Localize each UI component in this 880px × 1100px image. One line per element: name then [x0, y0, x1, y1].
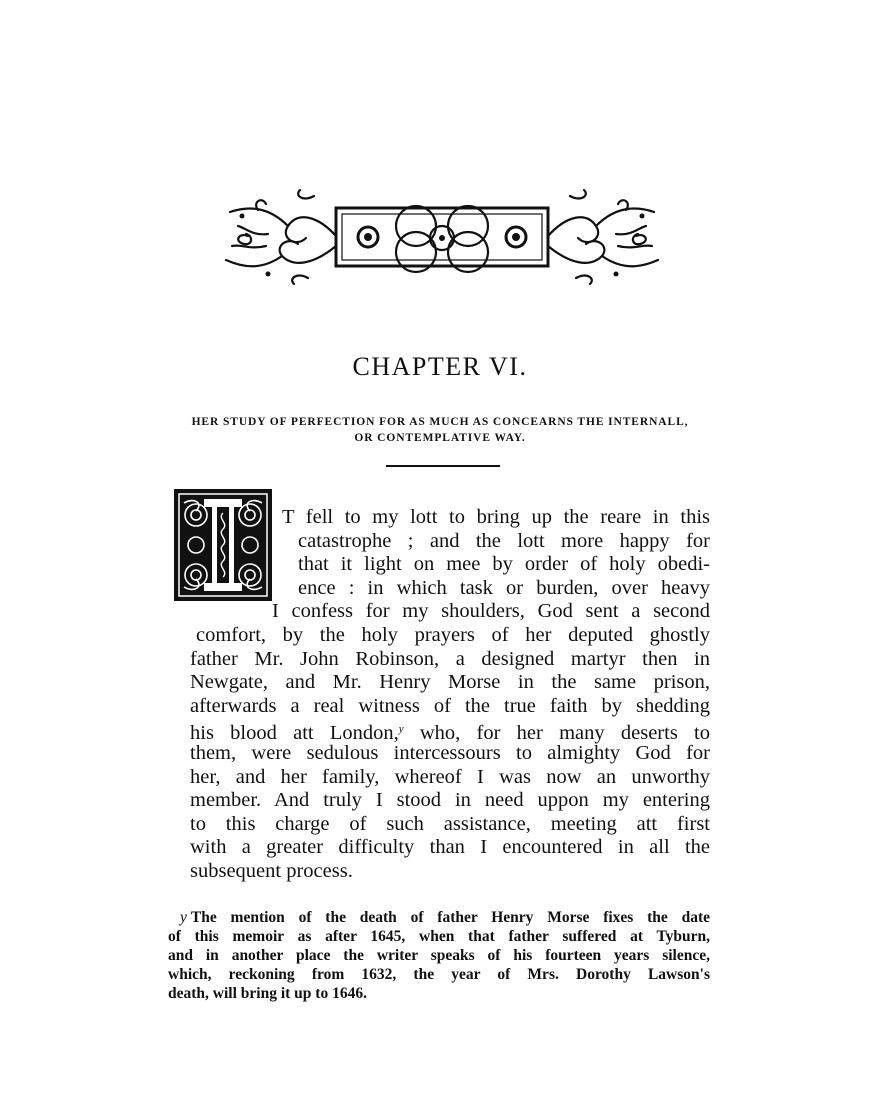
footnote-mark: y: [180, 909, 187, 926]
body-line-with-footnote: [190, 718, 710, 745]
chapter-body-text: [190, 506, 710, 884]
body-line: that it light on mee by order of holy obedi-: [298, 553, 710, 576]
body-line-part: his blood att London,: [190, 722, 399, 745]
footnote-line: [168, 908, 710, 927]
section-divider-rule: [386, 465, 500, 467]
chapter-subtitle-line: HER STUDY OF PERFECTION FOR AS MUCH AS CONCEARNS THE INTERNALL,: [191, 416, 689, 428]
body-line: with a greater difficulty than I encountered in all the: [190, 836, 710, 859]
body-line: I confess for my shoulders, God sent a second: [272, 600, 710, 623]
body-line: afterwards a real witness of the true faith by shedding: [190, 694, 710, 717]
footnote-line: which, reckoning from 1632, the year of Mrs. Dorothy Lawson's: [168, 966, 710, 983]
chapter-subtitle-line: OR CONTEMPLATIVE WAY.: [354, 432, 526, 444]
chapter-subtitle: [160, 414, 720, 446]
body-line: catastrophe ; and the lott more happy for: [298, 529, 710, 552]
decorative-headpiece-ornament: [218, 186, 666, 286]
body-line: member. And truly I stood in need uppon my entering: [190, 789, 710, 812]
body-line: to this charge of such assistance, meeting att first: [190, 812, 710, 835]
body-line-part: who, for her many deserts to: [419, 722, 710, 745]
footnote: [168, 908, 710, 1003]
chapter-title: CHAPTER VI.: [352, 352, 528, 381]
body-line: her, and her family, whereof I was now an unworthy: [190, 765, 710, 788]
footnote-line: death, will bring it up to 1646.: [168, 985, 367, 1002]
body-line: Newgate, and Mr. Henry Morse in the same prison,: [190, 671, 710, 694]
body-line: ence : in which task or burden, over heavy: [298, 576, 710, 599]
body-line: them, were sedulous intercessours to almighty God for: [190, 741, 710, 764]
footnote-line-text: The mention of the death of father Henry Morse fixes the date: [190, 909, 710, 926]
body-line: father Mr. John Robinson, a designed martyr then in: [190, 647, 710, 670]
footnote-reference: y: [398, 723, 404, 736]
body-line: comfort, by the holy prayers of her deputed ghostly: [196, 623, 710, 646]
body-line: T fell to my lott to bring up the reare in this: [282, 506, 710, 528]
body-line: subsequent process.: [190, 859, 353, 882]
footnote-line: and in another place the writer speaks of his fourteen years silence,: [168, 947, 710, 964]
footnote-line: of this memoir as after 1645, when that father suffered at Tyburn,: [168, 928, 710, 945]
